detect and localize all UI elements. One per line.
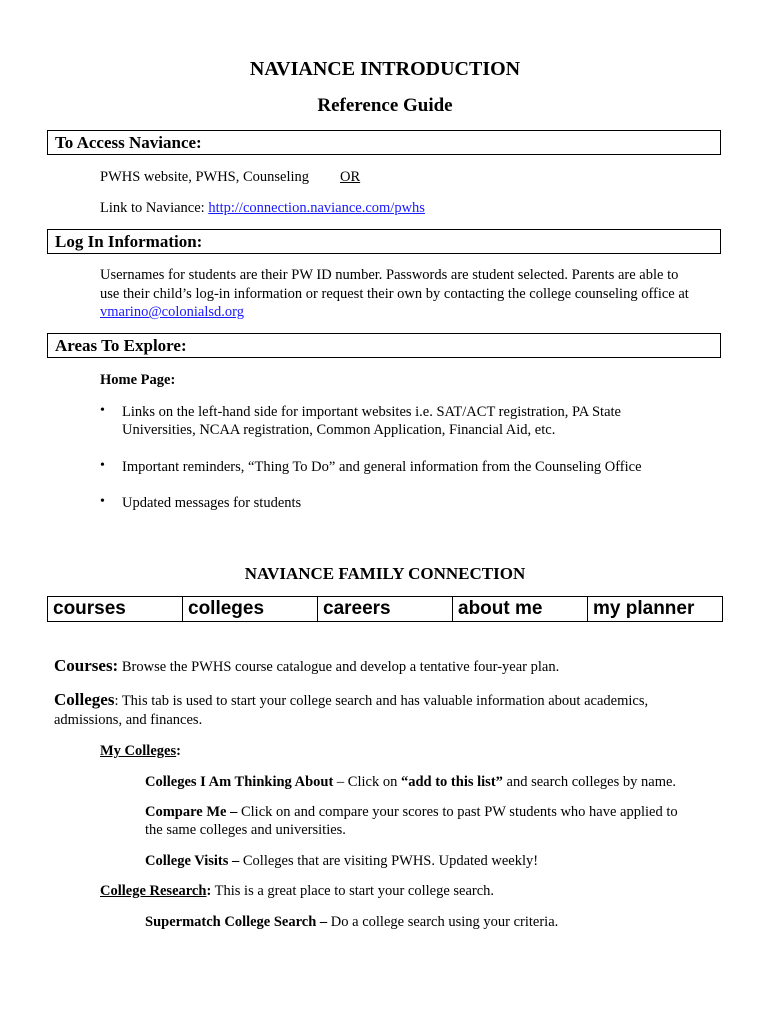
supermatch-item (145, 913, 558, 931)
colleges-text-line-2: admissions, and finances. (54, 712, 203, 728)
compare-text: Click on and compare your scores to past PW students who have applied to (237, 804, 678, 820)
login-heading-box: Log In Information: (47, 229, 721, 254)
tab-my-planner: my planner (587, 597, 722, 621)
naviance-link[interactable]: http://connection.naviance.com/pwhs (208, 200, 425, 216)
my-colleges-colon: : (176, 743, 181, 759)
my-colleges-heading (100, 742, 181, 760)
login-line-2: use their child’s log-in information or request their own by contacting the college counseling office at (100, 286, 689, 302)
thinking-dash: – Click on (333, 774, 401, 790)
bullet-1-line-1: Links on the left-hand side for important websites i.e. SAT/ACT registration, PA State (122, 404, 621, 420)
login-line-1: Usernames for students are their PW ID number. Passwords are student selected. Parents are able to (100, 267, 679, 283)
access-heading-box: To Access Naviance: (47, 130, 721, 155)
bullet-icon: • (100, 494, 105, 509)
tab-colleges: colleges (182, 597, 317, 621)
compare-text-line-2: the same colleges and universities. (145, 822, 346, 838)
thinking-about-item (145, 773, 676, 791)
access-path (100, 168, 309, 186)
thinking-term: Colleges I Am Thinking About (145, 774, 334, 790)
thinking-rest: and search colleges by name. (502, 774, 677, 790)
bullet-3: Updated messages for students (122, 495, 302, 511)
tab-careers: careers (317, 597, 452, 621)
bullet-2: Important reminders, “Thing To Do” and general information from the Counseling Office (122, 459, 642, 475)
home-page-label: Home Page: (100, 372, 176, 388)
courses-text: Browse the PWHS course catalogue and develop a tentative four-year plan. (118, 659, 560, 675)
bullet-icon: • (100, 403, 105, 418)
supermatch-term: Supermatch College Search – (145, 914, 328, 930)
compare-term: Compare Me – (145, 804, 238, 820)
page-title: NAVIANCE INTRODUCTION (249, 58, 521, 80)
research-label: College Research (100, 883, 207, 899)
thinking-quote: “add to this list” (400, 774, 503, 790)
visits-text: Colleges that are visiting PWHS. Updated weekly! (239, 853, 539, 869)
tab-about-me: about me (452, 597, 587, 621)
access-or: OR (340, 169, 361, 185)
tab-courses: courses (53, 598, 126, 619)
access-path-text: PWHS website, PWHS, Counseling (100, 169, 310, 185)
supermatch-text: Do a college search using your criteria. (327, 914, 559, 930)
page-subtitle: Reference Guide (317, 95, 453, 116)
research-colon: : (206, 883, 212, 899)
bullet-icon: • (100, 458, 105, 473)
courses-description (54, 657, 559, 676)
colleges-text: : This tab is used to start your college search and has valuable information about academics, (114, 693, 649, 709)
colleges-description (54, 691, 648, 710)
family-connection-heading: NAVIANCE FAMILY CONNECTION (244, 564, 526, 583)
courses-term: Courses: (54, 656, 119, 675)
access-link-prefix: Link to Naviance: (100, 200, 209, 216)
my-colleges-label: My Colleges (100, 743, 177, 759)
college-visits-item (145, 852, 538, 870)
college-research-item (100, 882, 494, 900)
colleges-term: Colleges (54, 690, 115, 709)
counseling-email-link[interactable]: vmarino@colonialsd.org (100, 304, 244, 320)
compare-me-item (145, 803, 678, 821)
naviance-tab-bar (47, 596, 723, 622)
research-text: This is a great place to start your college search. (211, 883, 495, 899)
bullet-1-line-2: Universities, NCAA registration, Common Application, Financial Aid, etc. (122, 422, 556, 438)
access-link-line (100, 199, 425, 217)
explore-heading-box: Areas To Explore: (47, 333, 721, 358)
visits-term: College Visits – (145, 853, 240, 869)
